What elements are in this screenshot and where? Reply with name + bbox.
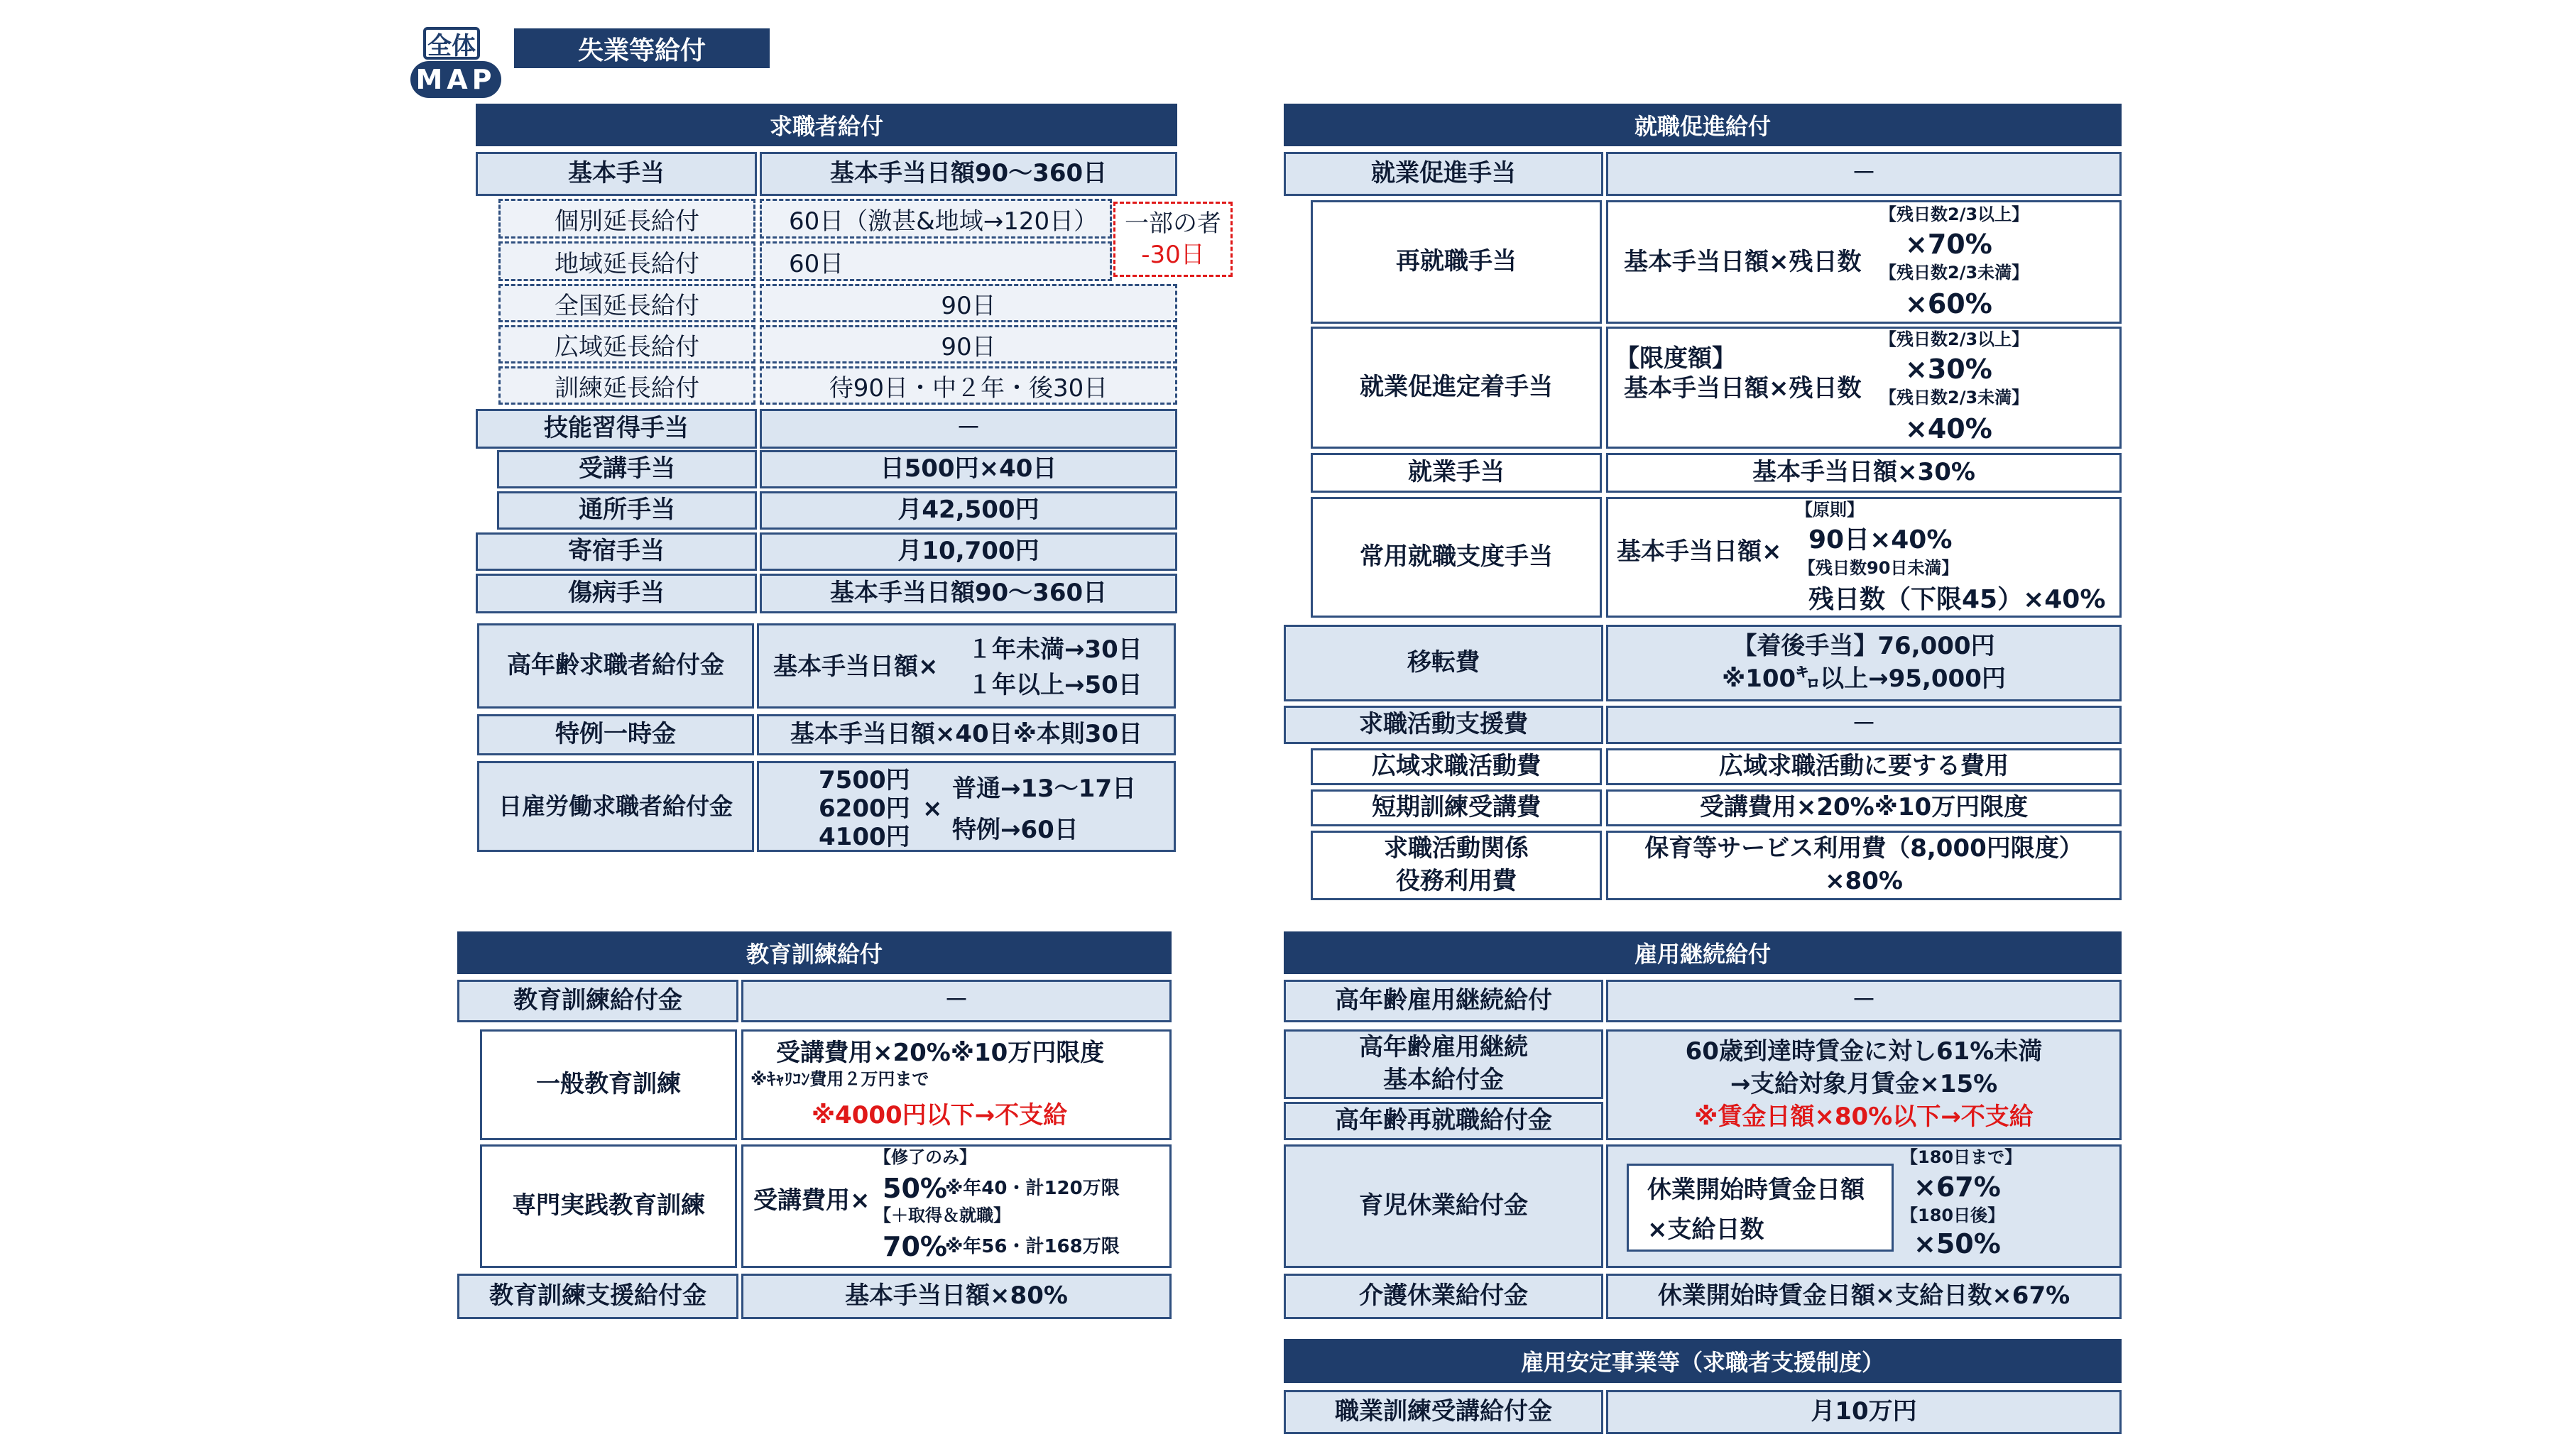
shien-label: 求職活動支援費 — [1284, 706, 1603, 744]
joyo-c1: 【原則】 — [1796, 500, 1864, 520]
ikuji-r2: ×50% — [1914, 1228, 2001, 1259]
kunren-value: 待90日・中２年・後30日 — [760, 366, 1177, 405]
page-title: 失業等給付 — [514, 28, 770, 68]
joyo-value — [1606, 497, 2122, 618]
kobetsu-label: 個別延長給付 — [498, 199, 755, 239]
senmon-r1: 50% — [883, 1173, 947, 1204]
tokurei-value: 基本手当日額×40日※本則30日 — [757, 714, 1176, 755]
tanki-label: 短期訓練受講費 — [1311, 789, 1602, 826]
logo — [410, 27, 501, 98]
hiyatoi-amt2: 6200円 — [819, 794, 910, 823]
kyoiku-header: 教育訓練給付 — [457, 931, 1172, 974]
gino-value: － — [760, 409, 1177, 449]
itenhi-v2: ※100㌔以上→95,000円 — [1722, 665, 2006, 693]
koyo-kihon-v1: 60歳到達時賃金に対し61%未満 — [1685, 1037, 2043, 1066]
kouiki-katsudo-value: 広域求職活動に要する費用 — [1606, 748, 2122, 785]
senmon-value — [741, 1144, 1172, 1268]
saishushoku-label: 再就職手当 — [1311, 200, 1602, 324]
tsusho-value: 月42,500円 — [760, 491, 1177, 530]
kouiki-label: 広域延長給付 — [498, 325, 755, 363]
teichaku-c2: 【残日数2/3未満】 — [1879, 388, 2029, 408]
note-line2: -30日 — [1141, 241, 1205, 269]
teichaku-label: 就業促進定着手当 — [1311, 327, 1602, 449]
senmon-prefix: 受講費用× — [753, 1186, 871, 1215]
ikuji-box2: ×支給日数 — [1647, 1215, 1764, 1244]
shienkyufu-value: 基本手当日額×80% — [741, 1274, 1172, 1319]
saishushoku-formula: 基本手当日額×残日数 — [1624, 248, 1862, 276]
kihon-label: 基本手当 — [476, 152, 757, 196]
shushoku-header: 就職促進給付 — [1284, 104, 2122, 146]
hiyatoi-term2: 特例→60日 — [952, 816, 1079, 844]
gino-label: 技能習得手当 — [476, 409, 757, 449]
teichaku-r2: ×40% — [1905, 413, 1992, 444]
shokugyo-value: 月10万円 — [1606, 1390, 2122, 1434]
kounenrei-label: 高年齢求職者給付金 — [477, 623, 754, 709]
ikuji-c1: 【180日まで】 — [1901, 1147, 2022, 1167]
shugyo-label: 就業手当 — [1311, 453, 1602, 493]
ikuji-box1: 休業開始時賃金日額 — [1647, 1176, 1865, 1204]
koyo-saishushoku-label: 高年齢再就職給付金 — [1284, 1102, 1603, 1140]
kouiki-katsudo-label: 広域求職活動費 — [1311, 748, 1602, 785]
saishushoku-r1: ×70% — [1905, 229, 1992, 260]
koyo-kihon-label1: 高年齢雇用継続 — [1359, 1033, 1528, 1062]
tokurei-label: 特例一時金 — [477, 714, 754, 755]
itenhi-label: 移転費 — [1284, 625, 1603, 701]
note-box — [1113, 202, 1233, 277]
chiiki-label: 地域延長給付 — [498, 241, 755, 281]
itenhi-value — [1606, 625, 2122, 701]
jukou-value: 日500円×40日 — [760, 450, 1177, 488]
hiyatoi-term1: 普通→13～17日 — [952, 775, 1137, 803]
ikuji-r1: ×67% — [1914, 1171, 2001, 1203]
kyufukin-label: 教育訓練給付金 — [457, 980, 738, 1022]
hiyatoi-amt1: 7500円 — [819, 766, 910, 794]
joyo-r1: 90日×40% — [1808, 525, 1953, 554]
hiyatoi-times: × — [922, 794, 943, 823]
kaigo-value: 休業開始時賃金日額×支給日数×67% — [1606, 1274, 2122, 1319]
ikuji-value — [1606, 1144, 2122, 1268]
ippan-value — [741, 1029, 1172, 1140]
koyo-kounenrei-label: 高年齢雇用継続給付 — [1284, 980, 1603, 1022]
ippan-v1: 受講費用×20%※10万円限度 — [776, 1039, 1105, 1067]
sokushin-value: － — [1606, 152, 2122, 196]
senmon-c1: 【修了のみ】 — [874, 1147, 976, 1167]
senmon-r1n: ※年40・計120万限 — [945, 1178, 1120, 1199]
kounenrei-prefix: 基本手当日額× — [773, 652, 939, 681]
ikuji-c2: 【180日後】 — [1901, 1205, 2005, 1225]
joyo-formula: 基本手当日額× — [1617, 537, 1782, 566]
kaigo-label: 介護休業給付金 — [1284, 1274, 1603, 1319]
kishuku-value: 月10,700円 — [760, 532, 1177, 571]
shobyo-value: 基本手当日額90～360日 — [760, 574, 1177, 613]
shobyo-label: 傷病手当 — [476, 574, 757, 613]
shokugyo-label: 職業訓練受講給付金 — [1284, 1390, 1603, 1434]
kounenrei-l1: １年未満→30日 — [968, 635, 1142, 664]
ekimu-value — [1606, 831, 2122, 900]
koyo-header: 雇用継続給付 — [1284, 931, 2122, 974]
teichaku-value — [1606, 327, 2122, 449]
joyo-r2: 残日数（下限45）×40% — [1808, 585, 2106, 614]
kounenrei-l2: １年以上→50日 — [968, 671, 1142, 699]
koyo-kihon-v3: ※賃金日額×80%以下→不支給 — [1694, 1102, 2034, 1131]
kobetsu-value: 60日（激甚&地域→120日） — [760, 199, 1112, 239]
logo-top: 全体 — [423, 27, 480, 60]
kouiki-value: 90日 — [760, 325, 1177, 363]
ekimu-v1: 保育等サービス利用費（8,000円限度） — [1644, 834, 2083, 863]
kounenrei-value — [757, 623, 1176, 709]
ikuji-label: 育児休業給付金 — [1284, 1144, 1603, 1268]
kihon-value: 基本手当日額90～360日 — [760, 152, 1177, 196]
shienkyufu-label: 教育訓練支援給付金 — [457, 1274, 738, 1319]
senmon-label: 専門実践教育訓練 — [480, 1144, 737, 1268]
ekimu-label — [1311, 831, 1602, 900]
hiyatoi-label: 日雇労働求職者給付金 — [477, 761, 754, 852]
teichaku-r1: ×30% — [1905, 354, 1992, 385]
senmon-c2: 【＋取得＆就職】 — [874, 1205, 1010, 1225]
koyo-kounenrei-value: － — [1606, 980, 2122, 1022]
senmon-r2n: ※年56・計168万限 — [945, 1236, 1120, 1257]
zenkoku-label: 全国延長給付 — [498, 284, 755, 322]
saishushoku-r2: ×60% — [1905, 288, 1992, 319]
teichaku-v2: 基本手当日額×残日数 — [1624, 374, 1862, 403]
hiyatoi-amt3: 4100円 — [819, 823, 910, 851]
kyufukin-value: － — [741, 980, 1172, 1022]
jukou-label: 受講手当 — [497, 450, 757, 488]
logo-bottom: MAP — [410, 61, 501, 98]
ekimu-v2: ×80% — [1825, 867, 1903, 895]
teichaku-v1: 【限度額】 — [1615, 344, 1736, 373]
ippan-label: 一般教育訓練 — [480, 1029, 737, 1140]
zenkoku-value: 90日 — [760, 284, 1177, 322]
tanki-value: 受講費用×20%※10万円限度 — [1606, 789, 2122, 826]
ikuji-box — [1627, 1164, 1894, 1252]
note-line1: 一部の者 — [1125, 209, 1221, 238]
shien-value: － — [1606, 706, 2122, 744]
itenhi-v1: 【着後手当】76,000円 — [1732, 632, 1995, 661]
hiyatoi-value — [757, 761, 1176, 852]
joyo-label: 常用就職支度手当 — [1311, 497, 1602, 618]
saishushoku-c1: 【残日数2/3以上】 — [1879, 204, 2029, 224]
ippan-v3: ※4000円以下→不支給 — [812, 1101, 1068, 1130]
sokushin-label: 就業促進手当 — [1284, 152, 1603, 196]
ekimu-label1: 求職活動関係 — [1384, 834, 1529, 863]
koyo-kihon-label — [1284, 1029, 1603, 1099]
ippan-v2: ※ｷｬﾘｺﾝ費用２万円まで — [751, 1069, 929, 1089]
chiiki-value: 60日 — [760, 241, 1112, 281]
saishushoku-c2: 【残日数2/3未満】 — [1879, 263, 2029, 283]
ekimu-label2: 役務利用費 — [1396, 867, 1517, 895]
saishushoku-value — [1606, 200, 2122, 324]
shugyo-value: 基本手当日額×30% — [1606, 453, 2122, 493]
tsusho-label: 通所手当 — [497, 491, 757, 530]
senmon-r2: 70% — [883, 1231, 947, 1262]
teichaku-c1: 【残日数2/3以上】 — [1879, 329, 2029, 349]
joyo-c2: 【残日数90日未満】 — [1799, 558, 1959, 578]
kyushoku-header: 求職者給付 — [476, 104, 1177, 146]
koyo-kihon-label2: 基本給付金 — [1383, 1066, 1504, 1094]
kunren-label: 訓練延長給付 — [498, 366, 755, 405]
koyo-kihon-value — [1606, 1029, 2122, 1140]
kishuku-label: 寄宿手当 — [476, 532, 757, 571]
koyo-kihon-v2: →支給対象月賃金×15% — [1730, 1070, 1998, 1099]
antei-header: 雇用安定事業等（求職者支援制度） — [1284, 1339, 2122, 1383]
